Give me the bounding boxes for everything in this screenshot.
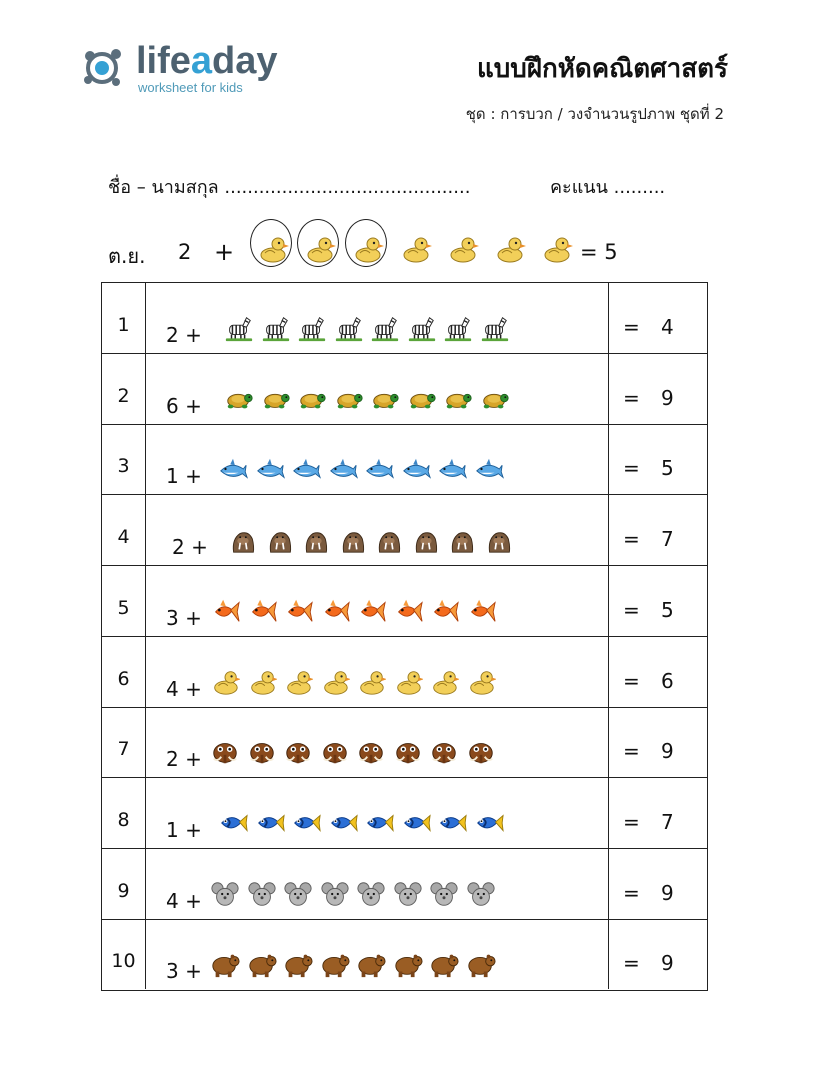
problem-addend: 4 + — [166, 676, 202, 701]
goldfish-icon — [320, 596, 350, 626]
walrus-icon — [447, 525, 477, 555]
problem-expression — [146, 707, 609, 777]
zebra-icon — [261, 313, 291, 343]
problem-expression — [146, 283, 609, 353]
zebra-icon — [370, 313, 400, 343]
goldfish-icon — [393, 596, 423, 626]
problem-answer — [609, 637, 707, 707]
equals-sign: = — [623, 527, 640, 552]
blue-fish-icon — [218, 808, 248, 838]
problem-number: 3 — [102, 424, 146, 494]
duck-icon — [466, 667, 496, 697]
blue-fish-icon — [328, 808, 358, 838]
answer-total: 7 — [661, 809, 674, 834]
blue-fish-icon — [291, 808, 321, 838]
blue-fish-icon — [474, 808, 504, 838]
duck-icon — [320, 667, 350, 697]
shark-icon — [328, 454, 358, 484]
turtle-icon — [443, 384, 473, 414]
problem-row — [102, 424, 707, 495]
lifeaday-logo — [82, 38, 282, 98]
equals-sign: = — [623, 456, 640, 481]
walrus-icon — [301, 525, 331, 555]
mouse-icon — [356, 879, 386, 909]
problem-answer — [609, 424, 707, 494]
goldfish-icon — [210, 596, 240, 626]
shark-icon — [255, 454, 285, 484]
shark-icon — [364, 454, 394, 484]
shark-icon — [218, 454, 248, 484]
problem-answer — [609, 849, 707, 919]
problem-expression — [146, 354, 609, 424]
bear-icon — [210, 949, 240, 979]
problem-number: 1 — [102, 283, 146, 353]
problem-answer — [609, 495, 707, 565]
shark-icon — [291, 454, 321, 484]
mouse-icon — [283, 879, 313, 909]
problem-addend: 2 + — [166, 747, 202, 772]
example-icon-group — [250, 216, 570, 278]
problem-answer — [609, 354, 707, 424]
blue-fish-icon — [401, 808, 431, 838]
problem-table — [101, 282, 708, 991]
walrus-icon — [484, 525, 514, 555]
turtle-icon — [407, 384, 437, 414]
walrus-icon — [228, 525, 258, 555]
mammoth-icon — [466, 737, 496, 767]
problem-number: 7 — [102, 707, 146, 777]
goldfish-icon — [356, 596, 386, 626]
turtle-icon — [297, 384, 327, 414]
example-problem — [108, 216, 728, 278]
zebra-icon — [480, 313, 510, 343]
bear-icon — [393, 949, 423, 979]
mammoth-icon — [393, 737, 423, 767]
mouse-icon — [466, 879, 496, 909]
equals-sign: = — [623, 668, 640, 693]
problem-number: 2 — [102, 354, 146, 424]
problem-addend: 4 + — [166, 888, 202, 913]
problem-row — [102, 354, 707, 425]
equals-sign: = — [623, 880, 640, 905]
answer-total: 9 — [661, 385, 674, 410]
bear-icon — [283, 949, 313, 979]
answer-total: 9 — [661, 880, 674, 905]
goldfish-icon — [247, 596, 277, 626]
goldfish-icon — [429, 596, 459, 626]
mouse-icon — [429, 879, 459, 909]
example-label: ต.ย. — [108, 244, 146, 268]
problem-expression — [146, 849, 609, 919]
problem-answer — [609, 707, 707, 777]
problem-answer — [609, 566, 707, 636]
problem-addend: 2 + — [166, 323, 202, 347]
blue-fish-icon — [364, 808, 394, 838]
example-addend: 2 — [178, 240, 192, 264]
duck-icon — [491, 234, 527, 264]
molecule-logo-icon — [82, 42, 134, 90]
example-plus-sign: + — [214, 238, 235, 266]
page-subtitle: ชุด : การบวก / วงจำนวนรูปภาพ ชุดที่ 2 — [465, 105, 724, 123]
duck-icon — [429, 667, 459, 697]
mammoth-icon — [247, 737, 277, 767]
student-name-field: ชื่อ – นามสกุล ........................................... — [108, 177, 471, 198]
turtle-icon — [261, 384, 291, 414]
turtle-icon — [334, 384, 364, 414]
shark-icon — [474, 454, 504, 484]
equals-sign: = — [623, 739, 640, 764]
problem-addend: 3 + — [166, 959, 202, 984]
bear-icon — [247, 949, 277, 979]
equals-sign: = — [623, 809, 640, 834]
equals-sign: = — [623, 315, 640, 339]
duck-icon — [444, 234, 480, 264]
answer-total: 4 — [661, 315, 674, 339]
bear-icon — [356, 949, 386, 979]
answer-circle — [250, 219, 292, 267]
bear-icon — [466, 949, 496, 979]
turtle-icon — [370, 384, 400, 414]
shark-icon — [401, 454, 431, 484]
problem-addend: 1 + — [166, 464, 202, 489]
mammoth-icon — [283, 737, 313, 767]
mammoth-icon — [210, 737, 240, 767]
problem-expression — [146, 566, 609, 636]
problem-number: 5 — [102, 566, 146, 636]
mammoth-icon — [429, 737, 459, 767]
duck-icon — [283, 667, 313, 697]
problem-number: 10 — [102, 919, 146, 989]
problem-number: 9 — [102, 849, 146, 919]
walrus-icon — [411, 525, 441, 555]
answer-total: 9 — [661, 951, 674, 976]
equals-sign: = — [623, 597, 640, 622]
logo-wordmark: lifeaday — [136, 40, 278, 82]
equals-sign: = — [623, 385, 640, 410]
page-title: แบบฝึกหัดคณิตศาสตร์ — [477, 54, 728, 84]
blue-fish-icon — [255, 808, 285, 838]
walrus-icon — [338, 525, 368, 555]
problem-addend: 1 + — [166, 817, 202, 842]
turtle-icon — [224, 384, 254, 414]
problem-row — [102, 495, 707, 566]
duck-icon — [210, 667, 240, 697]
duck-icon — [356, 667, 386, 697]
goldfish-icon — [466, 596, 496, 626]
duck-icon — [393, 667, 423, 697]
zebra-icon — [297, 313, 327, 343]
mouse-icon — [210, 879, 240, 909]
mouse-icon — [247, 879, 277, 909]
problem-row — [102, 707, 707, 778]
shark-icon — [437, 454, 467, 484]
answer-total: 5 — [661, 456, 674, 481]
problem-row — [102, 283, 707, 354]
problem-row — [102, 637, 707, 708]
zebra-icon — [443, 313, 473, 343]
problem-row — [102, 566, 707, 637]
score-field: คะแนน ......... — [550, 177, 666, 198]
duck-icon — [538, 234, 574, 264]
problem-row — [102, 849, 707, 920]
problem-number: 6 — [102, 637, 146, 707]
problem-row — [102, 919, 707, 990]
problem-answer — [609, 778, 707, 848]
problem-answer — [609, 283, 707, 353]
mouse-icon — [393, 879, 423, 909]
mouse-icon — [320, 879, 350, 909]
problem-expression — [146, 495, 609, 565]
mammoth-icon — [356, 737, 386, 767]
duck-icon — [247, 667, 277, 697]
problem-addend: 3 + — [166, 605, 202, 630]
answer-circle — [297, 219, 339, 267]
problem-addend: 2 + — [172, 535, 208, 560]
duck-icon — [397, 234, 433, 264]
answer-total: 6 — [661, 668, 674, 693]
bear-icon — [429, 949, 459, 979]
answer-circle — [345, 219, 387, 267]
answer-total: 9 — [661, 739, 674, 764]
zebra-icon — [407, 313, 437, 343]
walrus-icon — [265, 525, 295, 555]
problem-addend: 6 + — [166, 393, 202, 418]
equals-sign: = — [623, 951, 640, 976]
zebra-icon — [224, 313, 254, 343]
problem-expression — [146, 637, 609, 707]
problem-expression — [146, 424, 609, 494]
problem-expression — [146, 778, 609, 848]
problem-number: 8 — [102, 778, 146, 848]
turtle-icon — [480, 384, 510, 414]
goldfish-icon — [283, 596, 313, 626]
logo-tagline: worksheet for kids — [138, 80, 243, 95]
problem-number: 4 — [102, 495, 146, 565]
bear-icon — [320, 949, 350, 979]
blue-fish-icon — [437, 808, 467, 838]
answer-total: 7 — [661, 527, 674, 552]
problem-answer — [609, 919, 707, 989]
problem-expression — [146, 919, 609, 989]
answer-total: 5 — [661, 597, 674, 622]
example-answer: = 5 — [580, 240, 618, 264]
walrus-icon — [374, 525, 404, 555]
mammoth-icon — [320, 737, 350, 767]
problem-row — [102, 778, 707, 849]
zebra-icon — [334, 313, 364, 343]
